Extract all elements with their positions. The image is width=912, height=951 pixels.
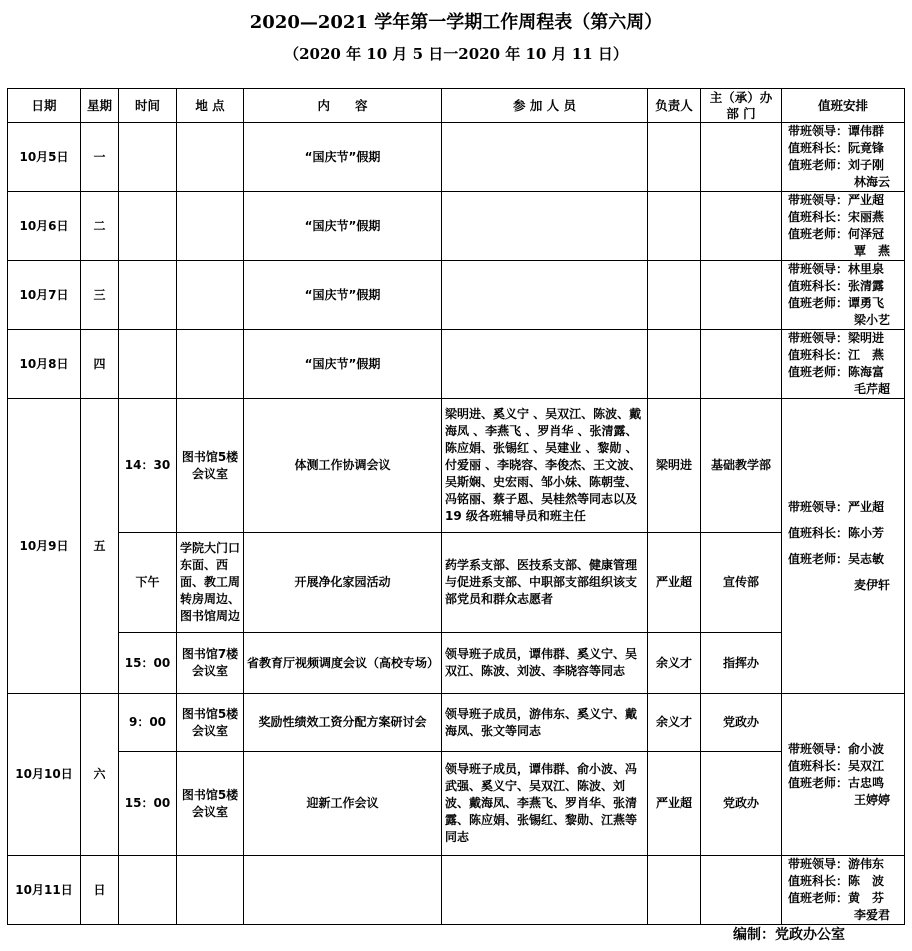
weekday-cell: 二 xyxy=(81,192,119,261)
content-cell: 省教育厅视频调度会议（高校专场） xyxy=(244,633,442,694)
table-row xyxy=(8,752,905,856)
date-cell: 10月9日 xyxy=(8,399,81,694)
dept-cell xyxy=(701,330,782,399)
dept-cell xyxy=(701,192,782,261)
participants-cell xyxy=(442,330,648,399)
participants-cell xyxy=(442,261,648,330)
content-cell: 奖励性绩效工资分配方案研讨会 xyxy=(244,694,442,752)
duty-chief: 值班科长：宋丽燕 xyxy=(788,210,885,224)
place-cell: 图书馆5楼会议室 xyxy=(177,752,244,856)
date-cell: 10月8日 xyxy=(8,330,81,399)
table-row xyxy=(8,192,905,261)
duty-cell xyxy=(782,399,905,694)
place-cell xyxy=(177,123,244,192)
duty-leader: 带班领导：严业超 xyxy=(788,500,885,514)
place-cell xyxy=(177,192,244,261)
header-weekday: 星期 xyxy=(81,89,119,123)
participants-cell xyxy=(442,856,648,925)
owner-cell: 严业超 xyxy=(648,533,701,633)
place-cell: 图书馆7楼会议室 xyxy=(177,633,244,694)
content-cell: “国庆节”假期 xyxy=(244,192,442,261)
header-row xyxy=(8,89,905,123)
time-cell: 9：00 xyxy=(119,694,177,752)
time-cell xyxy=(119,330,177,399)
weekday-cell: 四 xyxy=(81,330,119,399)
duty-teacher: 值班老师：何泽冠 xyxy=(788,227,885,241)
dept-cell: 党政办 xyxy=(701,752,782,856)
content-cell: “国庆节”假期 xyxy=(244,261,442,330)
participants-cell xyxy=(442,123,648,192)
participants-cell xyxy=(442,192,648,261)
duty-teacher: 值班老师：古忠鸣 xyxy=(788,775,885,790)
table-row xyxy=(8,330,905,399)
duty-teacher-2: 梁小艺 xyxy=(854,313,891,327)
time-cell: 15：00 xyxy=(119,752,177,856)
duty-cell xyxy=(782,192,905,261)
duty-leader: 带班领导：梁明进 xyxy=(788,331,885,345)
participants-cell: 梁明进、奚义宁 、吴双江、陈波、戴海凤 、李燕飞 、罗肖华 、张清露、陈应娟、张锡红 、吴建业 、黎勋 、付爱丽 、李晓容、李俊杰、王文波、吴斯娴、史宏雨、邹小妹、陈朝莹、冯铭丽、蔡子恩、吴桂然等同志以及 19 级各班辅导员和班主任 xyxy=(442,399,648,533)
content-cell: 迎新工作会议 xyxy=(244,752,442,856)
dept-cell xyxy=(701,261,782,330)
duty-chief: 值班科长：阮竟锋 xyxy=(788,141,885,155)
duty-teacher: 值班老师：吴志敏 xyxy=(788,552,885,566)
place-cell: 图书馆5楼会议室 xyxy=(177,694,244,752)
duty-cell xyxy=(782,123,905,192)
duty-teacher-2: 毛芹超 xyxy=(854,382,891,396)
time-cell xyxy=(119,123,177,192)
owner-cell xyxy=(648,123,701,192)
owner-cell xyxy=(648,856,701,925)
owner-cell: 余义才 xyxy=(648,633,701,694)
place-cell: 图书馆5楼会议室 xyxy=(177,399,244,533)
owner-cell: 梁明进 xyxy=(648,399,701,533)
header-duty: 值班安排 xyxy=(782,89,905,123)
date-cell: 10月11日 xyxy=(8,856,81,925)
duty-leader: 带班领导：严业超 xyxy=(788,193,885,207)
owner-cell: 余义才 xyxy=(648,694,701,752)
time-cell xyxy=(119,856,177,925)
participants-cell: 领导班子成员，谭伟群、俞小波、冯武强、奚义宁、吴双江、陈波、刘波、戴海凤、李燕飞、罗肖华、张清露、陈应娟、张锡红、黎勋、江燕等同志 xyxy=(442,752,648,856)
weekday-cell: 六 xyxy=(81,694,119,856)
participants-cell: 领导班子成员，谭伟群、奚义宁、吴双江、陈波、刘波、李晓容等同志 xyxy=(442,633,648,694)
duty-leader: 带班领导：谭伟群 xyxy=(788,124,885,138)
duty-chief: 值班科长：江 燕 xyxy=(788,348,885,362)
duty-chief: 值班科长：吴双江 xyxy=(788,758,885,773)
document-footer-compiler: 编制：党政办公室 xyxy=(733,927,845,943)
duty-teacher-2: 李爱君 xyxy=(854,908,891,922)
table-row xyxy=(8,399,905,533)
duty-chief: 值班科长：陈小芳 xyxy=(788,526,885,540)
duty-chief: 值班科长：张清露 xyxy=(788,279,885,293)
date-cell: 10月10日 xyxy=(8,694,81,856)
duty-teacher: 值班老师：谭勇飞 xyxy=(788,296,885,310)
dept-cell xyxy=(701,856,782,925)
table-row xyxy=(8,856,905,925)
time-cell xyxy=(119,261,177,330)
header-owner: 负责人 xyxy=(648,89,701,123)
duty-leader: 带班领导：林里泉 xyxy=(788,262,885,276)
dept-cell: 宣传部 xyxy=(701,533,782,633)
weekday-cell: 五 xyxy=(81,399,119,694)
content-cell: 开展净化家园活动 xyxy=(244,533,442,633)
header-date: 日期 xyxy=(8,89,81,123)
duty-cell xyxy=(782,330,905,399)
table-row xyxy=(8,123,905,192)
weekday-cell: 三 xyxy=(81,261,119,330)
duty-cell xyxy=(782,261,905,330)
dept-cell xyxy=(701,123,782,192)
document-date-range: （2020 年 10 月 5 日一2020 年 10 月 11 日） xyxy=(284,45,628,63)
duty-teacher: 值班老师：刘子刚 xyxy=(788,158,885,172)
duty-teacher-2: 林海云 xyxy=(854,175,891,189)
duty-chief: 值班科长：陈 波 xyxy=(788,874,885,888)
table-row xyxy=(8,694,905,752)
weekday-cell: 日 xyxy=(81,856,119,925)
weekday-cell: 一 xyxy=(81,123,119,192)
participants-cell: 领导班子成员，游伟东、奚义宁、戴海凤、张文等同志 xyxy=(442,694,648,752)
table-row xyxy=(8,533,905,633)
owner-cell xyxy=(648,261,701,330)
duty-teacher: 值班老师：陈海富 xyxy=(788,365,885,379)
duty-teacher-2: 覃 燕 xyxy=(854,244,891,258)
participants-cell: 药学系支部、医技系支部、健康管理与促进系支部、中职部支部组织该支部党员和群众志愿者 xyxy=(442,533,648,633)
content-cell: 体测工作协调会议 xyxy=(244,399,442,533)
date-cell: 10月7日 xyxy=(8,261,81,330)
date-cell: 10月6日 xyxy=(8,192,81,261)
table-row xyxy=(8,633,905,694)
duty-cell xyxy=(782,694,905,856)
time-cell: 15：00 xyxy=(119,633,177,694)
header-participants: 参 加 人 员 xyxy=(442,89,648,123)
content-cell xyxy=(244,856,442,925)
content-cell: “国庆节”假期 xyxy=(244,123,442,192)
date-cell: 10月5日 xyxy=(8,123,81,192)
time-cell: 14：30 xyxy=(119,399,177,533)
dept-cell: 指挥办 xyxy=(701,633,782,694)
duty-teacher: 值班老师：黄 芬 xyxy=(788,891,885,905)
time-cell xyxy=(119,192,177,261)
table-row xyxy=(8,261,905,330)
dept-cell: 基础教学部 xyxy=(701,399,782,533)
owner-cell: 严业超 xyxy=(648,752,701,856)
duty-leader: 带班领导：俞小波 xyxy=(788,741,885,756)
header-content: 内 容 xyxy=(244,89,442,123)
duty-teacher-2: 王婷婷 xyxy=(854,792,891,807)
header-dept: 主（承）办部 门 xyxy=(701,89,782,123)
time-cell: 下午 xyxy=(119,533,177,633)
header-place: 地 点 xyxy=(177,89,244,123)
weekly-schedule-table xyxy=(7,88,905,925)
owner-cell xyxy=(648,192,701,261)
place-cell xyxy=(177,330,244,399)
content-cell: “国庆节”假期 xyxy=(244,330,442,399)
duty-leader: 带班领导：游伟东 xyxy=(788,857,885,871)
place-cell: 学院大门口东面、西面、教工周转房周边、图书馆周边 xyxy=(177,533,244,633)
place-cell xyxy=(177,856,244,925)
header-time: 时间 xyxy=(119,89,177,123)
duty-cell xyxy=(782,856,905,925)
owner-cell xyxy=(648,330,701,399)
document-title: 2020—2021 学年第一学期工作周程表（第六周） xyxy=(249,12,663,33)
place-cell xyxy=(177,261,244,330)
dept-cell: 党政办 xyxy=(701,694,782,752)
duty-teacher-2: 麦伊轩 xyxy=(854,578,891,592)
